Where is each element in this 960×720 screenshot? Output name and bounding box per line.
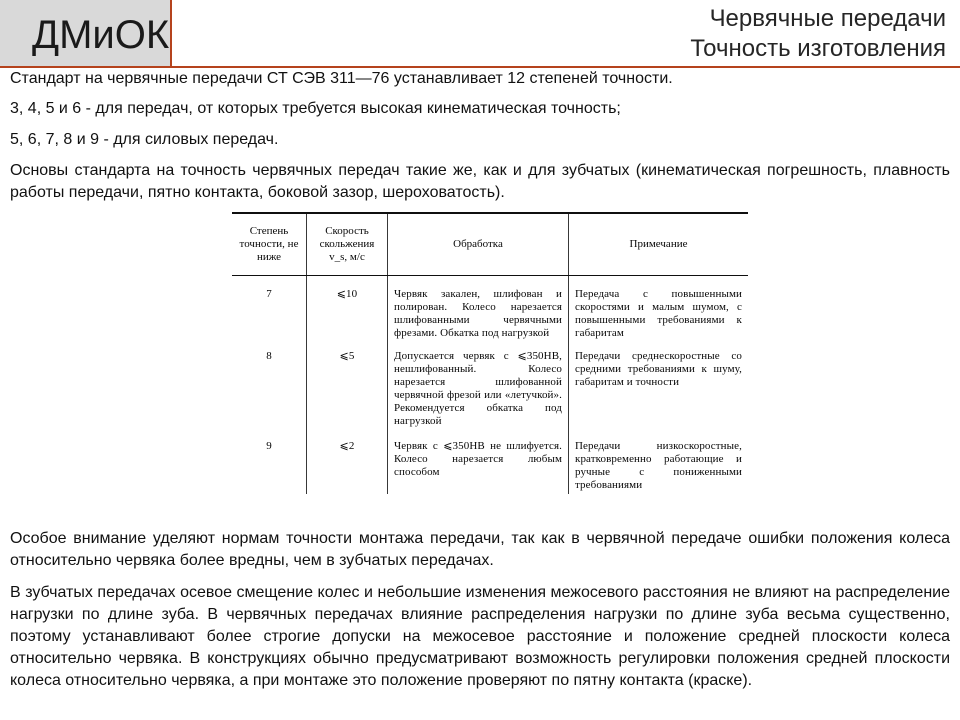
paragraph-basics: Основы стандарта на точность червячных передач такие же, как и для зубчатых (кинематическая погрешность, плавность работы передачи, пятно контакта, боковой зазор, шероховатость). xyxy=(10,162,950,201)
cell-speed: ⩽2 xyxy=(307,438,388,494)
precision-table xyxy=(232,212,748,494)
cell-speed: ⩽5 xyxy=(307,348,388,438)
cell-speed: ⩽10 xyxy=(307,275,388,348)
cell-note: Передачи среднескоростные со средними требованиями к шуму, габаритам и точности xyxy=(575,349,742,388)
logo-block xyxy=(0,0,172,66)
header-processing: Обработка xyxy=(388,213,569,275)
precision-table-image xyxy=(232,212,748,512)
header-degree: Степень точности, не ниже xyxy=(232,213,307,275)
paragraph-kinematic: 3, 4, 5 и 6 - для передач, от которых требуется высокая кинематическая точность; xyxy=(10,100,621,117)
header-note: Примечание xyxy=(569,213,749,275)
logo-text: ДМиОК xyxy=(32,13,170,57)
paragraph-mounting: Особое внимание уделяют нормам точности монтажа передачи, так как в червячной передаче ошибки положения колеса относительно червяка более вредны, чем в зубчатых передачах. xyxy=(10,530,950,569)
title-line-1: Червячные передачи xyxy=(709,5,946,32)
cell-degree: 7 xyxy=(232,275,307,348)
cell-degree: 9 xyxy=(232,438,307,494)
table-row xyxy=(232,275,748,348)
cell-processing: Допускается червяк с ⩽350HB, нешлифованный. Колесо нарезается шлифованной червячной фрезой или «летучкой». Рекомендуется обкатка под нагрузкой xyxy=(388,348,569,438)
page-title xyxy=(690,4,946,64)
title-line-2: Точность изготовления xyxy=(690,35,946,62)
table-row xyxy=(232,348,748,438)
header-speed: Скорость скольжения v_s, м/с xyxy=(307,213,388,275)
table-row xyxy=(232,438,748,494)
paragraph-standard: Стандарт на червячные передачи СТ СЭВ 311—76 устанавливает 12 степеней точности. xyxy=(10,70,673,87)
table-header-row xyxy=(232,213,748,275)
cell-processing: Червяк закален, шлифован и полирован. Колесо нарезается шлифованными червячными фрезами. Обкатка под нагрузкой xyxy=(388,275,569,348)
paragraph-axial-shift: В зубчатых передачах осевое смещение колес и небольшие изменения межосевого расстояния не влияют на распределение нагрузки по длине зуба. В червячных передачах влияние распределения нагрузки по длине зуба весьма существенно, поэтому устанавливают более строгие допуски на межосевое расстояние и положение средней плоскости колеса относительно червяка. В конструкциях обычно предусматривают возможность регулировки положения средней плоскости колеса относительно червяка, а при монтаже это положение проверяют по пятну контакта (краске). xyxy=(10,584,950,689)
cell-note: Передачи низкоскоростные, кратковременно работающие и ручные с пониженными требованиями xyxy=(575,439,742,491)
cell-note: Передача с повышенными скоростями и малым шумом, с повышенными требованиями к габаритам xyxy=(575,287,742,339)
paragraph-power: 5, 6, 7, 8 и 9 - для силовых передач. xyxy=(10,131,279,148)
cell-processing: Червяк с ⩽350HB не шлифуется. Колесо нарезается любым способом xyxy=(388,438,569,494)
cell-degree: 8 xyxy=(232,348,307,438)
